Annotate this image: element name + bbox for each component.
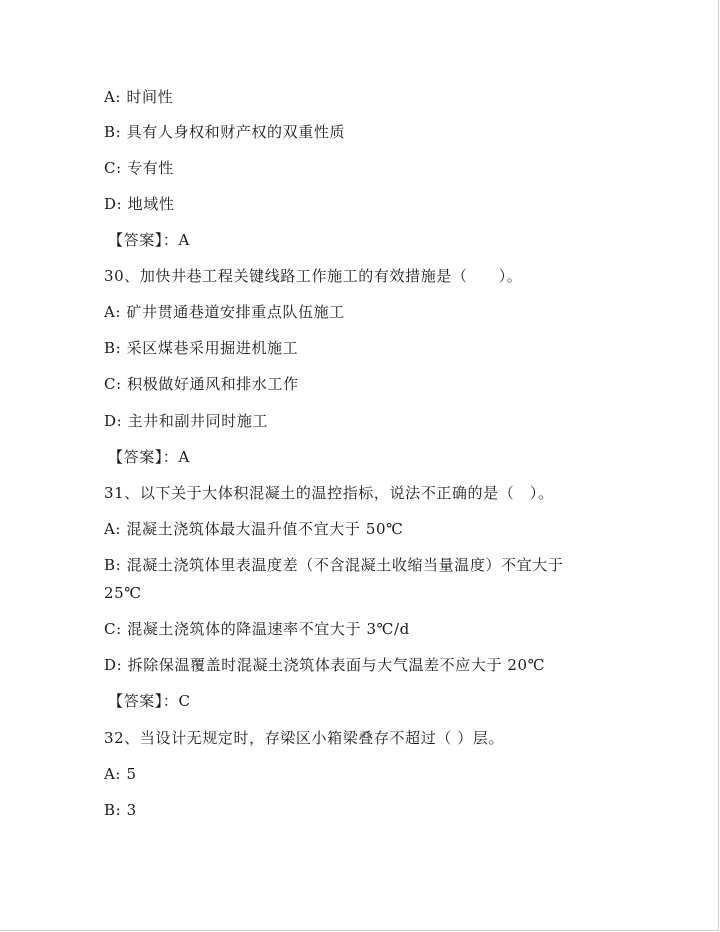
option-q29-a: A: 时间性 <box>104 88 174 106</box>
question-31: 31、以下关于大体积混凝土的温控指标，说法不正确的是（ ）。 <box>104 484 554 502</box>
option-q29-b: B: 具有人身权和财产权的双重性质 <box>104 123 346 141</box>
question-32: 32、当设计无规定时，存梁区小箱梁叠存不超过（ ）层。 <box>104 729 505 747</box>
option-q31-d: D: 拆除保温覆盖时混凝土浇筑体表面与大气温差不应大于 20℃ <box>104 656 546 674</box>
option-q30-a: A: 矿井贯通巷道安排重点队伍施工 <box>104 303 345 321</box>
answer-q29: 【答案】：A <box>108 231 190 249</box>
option-q31-b-continuation: 25℃ <box>104 584 142 602</box>
option-q32-b: B: 3 <box>104 801 137 819</box>
option-q30-b: B: 采区煤巷采用掘进机施工 <box>104 339 299 357</box>
option-q30-c: C: 积极做好通风和排水工作 <box>104 375 299 393</box>
option-q29-c: C: 专有性 <box>104 159 174 177</box>
answer-q30: 【答案】：A <box>108 448 190 466</box>
option-q29-d: D: 地域性 <box>104 195 175 213</box>
answer-q31: 【答案】：C <box>108 692 191 710</box>
option-q31-b: B: 混凝土浇筑体里表温度差（不含混凝土收缩当量温度）不宜大于 <box>104 556 564 574</box>
option-q30-d: D: 主井和副井同时施工 <box>104 412 269 430</box>
question-30: 30、加快井巷工程关键线路工作施工的有效措施是（ ）。 <box>104 267 523 285</box>
option-q31-c: C: 混凝土浇筑体的降温速率不宜大于 3℃/d <box>104 620 410 638</box>
option-q31-a: A: 混凝土浇筑体最大温升值不宜大于 50℃ <box>104 520 404 538</box>
option-q32-a: A: 5 <box>104 765 137 783</box>
